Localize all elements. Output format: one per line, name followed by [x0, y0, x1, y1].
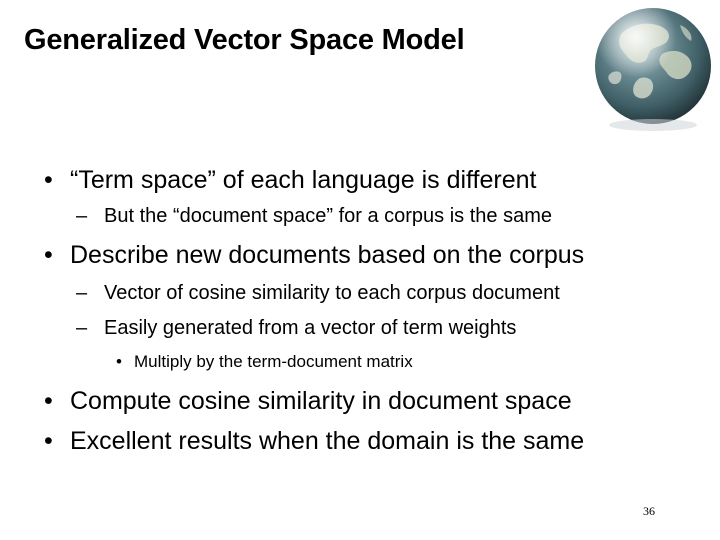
slide-title: Generalized Vector Space Model [24, 24, 465, 56]
bullet-marker: • [116, 352, 122, 371]
bullet-text: Vector of cosine similarity to each corpus document [104, 282, 560, 304]
bullet-marker: • [44, 166, 53, 194]
bullet-text: Easily generated from a vector of term weights [104, 317, 517, 339]
bullet-text: Compute cosine similarity in document space [70, 387, 572, 415]
bullet-marker: – [76, 282, 88, 304]
bullet-marker: – [76, 317, 88, 339]
bullet-text: Excellent results when the domain is the same [70, 427, 585, 455]
bullet-text: Multiply by the term-document matrix [134, 352, 413, 371]
bullet-text: But the “document space” for a corpus is the same [104, 205, 552, 227]
bullet-marker: • [44, 427, 53, 455]
bullet-text: Describe new documents based on the corpus [70, 241, 585, 269]
bullet-marker: • [44, 387, 53, 415]
bullet-marker: – [76, 205, 88, 227]
bullet-text: “Term space” of each language is different [70, 166, 537, 194]
bullet-marker: • [44, 241, 53, 269]
page-number: 36 [643, 504, 655, 518]
